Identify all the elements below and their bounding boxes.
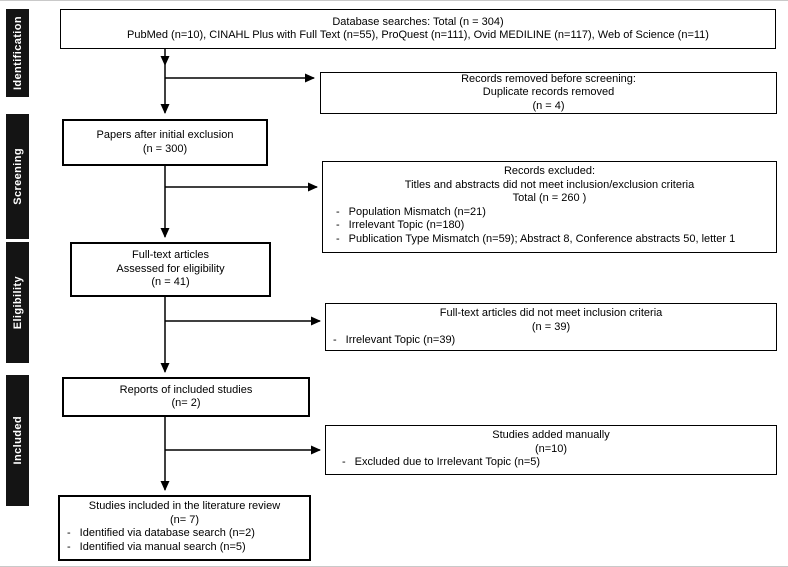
bullet-dash: - bbox=[333, 334, 337, 346]
records-excluded-item-text: Publication Type Mismatch (n=59); Abstract 8, Conference abstracts 50, letter 1 bbox=[348, 232, 736, 245]
fulltext-excluded-item bbox=[326, 334, 776, 348]
studies-added-line1: Studies added manually bbox=[492, 429, 610, 441]
records-excluded-item-text: Irrelevant Topic (n=180) bbox=[348, 219, 465, 231]
box-fulltext-assessed bbox=[70, 242, 271, 297]
studies-added-item bbox=[326, 456, 776, 470]
stage-identification-label: Identification bbox=[11, 15, 24, 91]
stage-screening bbox=[6, 114, 29, 239]
records-excluded-line2: Titles and abstracts did not meet inclusion/exclusion criteria bbox=[404, 178, 695, 191]
bullet-dash: - bbox=[67, 527, 71, 539]
fulltext-excluded-item-text: Irrelevant Topic (n=39) bbox=[345, 334, 456, 346]
studies-included-item bbox=[60, 527, 309, 541]
bullet-dash: - bbox=[336, 232, 340, 245]
studies-included-line1: Studies included in the literature review bbox=[88, 500, 281, 512]
box-reports-included bbox=[62, 377, 310, 417]
records-excluded-item bbox=[323, 219, 776, 233]
records-excluded-item bbox=[323, 206, 776, 220]
stage-identification bbox=[6, 9, 29, 97]
studies-included-count: (n= 7) bbox=[169, 513, 200, 526]
bullet-dash: - bbox=[67, 540, 71, 553]
box-papers-after-exclusion bbox=[62, 119, 268, 166]
stage-eligibility bbox=[6, 242, 29, 363]
reports-included-label: Reports of included studies bbox=[119, 383, 253, 396]
fulltext-excluded-count: (n = 39) bbox=[531, 320, 571, 333]
papers-after-exclusion-label: Papers after initial exclusion bbox=[96, 129, 234, 141]
records-removed-line1: Records removed before screening: bbox=[461, 72, 636, 85]
reports-included-count: (n= 2) bbox=[171, 397, 201, 409]
box-database-searches bbox=[60, 9, 776, 49]
bullet-dash: - bbox=[336, 219, 340, 231]
bullet-dash: - bbox=[336, 205, 340, 218]
bullet-dash: - bbox=[342, 456, 346, 468]
fulltext-assessed-count: (n = 41) bbox=[151, 276, 190, 289]
database-searches-total: Database searches: Total (n = 304) bbox=[332, 15, 504, 28]
stage-included-label: Included bbox=[11, 416, 24, 465]
records-excluded-item bbox=[323, 233, 776, 247]
studies-included-item bbox=[60, 541, 309, 555]
studies-included-item-text: Identified via manual search (n=5) bbox=[79, 540, 246, 553]
records-removed-count: (n = 4) bbox=[532, 99, 565, 112]
fulltext-assessed-line2: Assessed for eligibility bbox=[116, 262, 225, 275]
database-searches-detail: PubMed (n=10), CINAHL Plus with Full Text (n=55), ProQuest (n=111), Ovid MEDILINE (n=117), Web of Science (n=11) bbox=[127, 29, 709, 41]
stage-eligibility-label: Eligibility bbox=[11, 275, 24, 330]
box-studies-included bbox=[58, 495, 311, 561]
fulltext-excluded-line1: Full-text articles did not meet inclusion criteria bbox=[439, 307, 663, 319]
box-studies-added-manually bbox=[325, 425, 777, 475]
records-excluded-line1: Records excluded: bbox=[503, 165, 596, 177]
fulltext-assessed-line1: Full-text articles bbox=[131, 249, 210, 262]
papers-after-exclusion-count: (n = 300) bbox=[142, 142, 188, 155]
box-records-excluded bbox=[322, 161, 777, 253]
box-fulltext-excluded bbox=[325, 303, 777, 351]
stage-included bbox=[6, 375, 29, 506]
studies-added-count: (n=10) bbox=[534, 442, 568, 455]
studies-included-item-text: Identified via database search (n=2) bbox=[79, 527, 255, 539]
box-records-removed bbox=[320, 72, 777, 114]
records-excluded-total: Total (n = 260 ) bbox=[512, 192, 587, 204]
records-removed-line2: Duplicate records removed bbox=[482, 86, 615, 99]
records-excluded-item-text: Population Mismatch (n=21) bbox=[348, 205, 486, 218]
studies-added-item-text: Excluded due to Irrelevant Topic (n=5) bbox=[354, 456, 541, 468]
stage-screening-label: Screening bbox=[11, 148, 24, 205]
